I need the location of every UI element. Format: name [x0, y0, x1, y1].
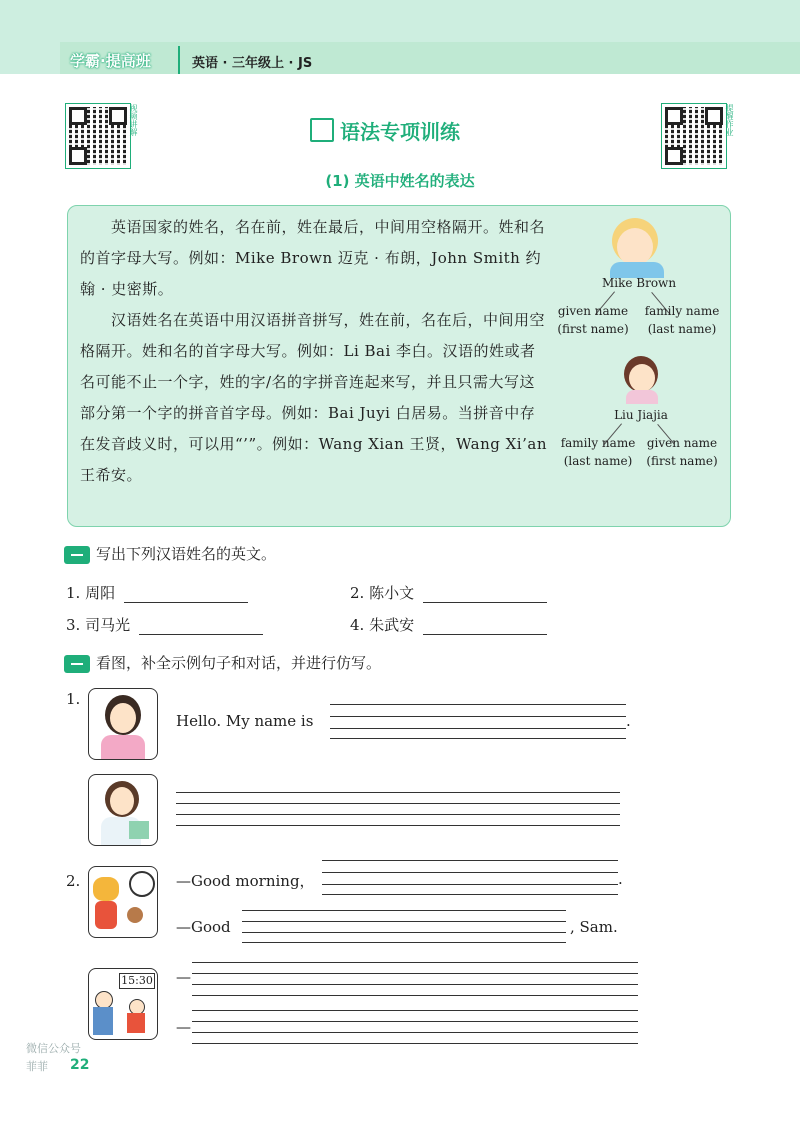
- clock-display: 15:30: [119, 973, 155, 989]
- writing-line[interactable]: [330, 716, 626, 717]
- item-label: 2. 陈小文: [350, 584, 415, 602]
- exercise1-item-2: [350, 582, 547, 603]
- writing-line[interactable]: [176, 814, 620, 815]
- item-label: 3. 司马光: [66, 616, 131, 634]
- question-2-number: 2.: [66, 872, 81, 890]
- exercise1-item-3: [66, 614, 263, 635]
- dialog-dash-2: —: [176, 1018, 191, 1036]
- qr-left-label: 视频讲解: [129, 104, 138, 136]
- q2-line1-period: .: [618, 870, 623, 888]
- section2-badge: [64, 655, 90, 673]
- writing-line[interactable]: [192, 995, 638, 996]
- section2-title: 看图，补全示例句子和对话，并进行仿写。: [96, 654, 382, 672]
- figure2-left-label: [556, 434, 640, 470]
- writing-line[interactable]: [322, 894, 618, 895]
- writing-line[interactable]: [330, 704, 626, 705]
- girl-picture: [88, 688, 158, 760]
- figure2-left-sub: (last name): [563, 454, 633, 468]
- q2-line2-text: —Good: [176, 918, 231, 936]
- writing-line[interactable]: [322, 884, 618, 885]
- item-label: 4. 朱武安: [350, 616, 415, 634]
- writing-line[interactable]: [242, 932, 566, 933]
- qr-code-left[interactable]: [66, 104, 130, 168]
- intro-paragraph-1: 英语国家的姓名，名在前，姓在最后，中间用空格隔开。姓和名的首字母大写。例如：Mike Brown 迈克 · 布朗，John Smith 约翰 · 史密斯。: [80, 218, 546, 298]
- figure1-right-label: [640, 302, 724, 338]
- section1-badge: [64, 546, 90, 564]
- intro-text: [80, 212, 550, 491]
- page-title: 语法专项训练: [340, 120, 460, 144]
- answer-blank[interactable]: [423, 620, 547, 635]
- writing-line[interactable]: [330, 738, 626, 739]
- figure1-left-label: [552, 302, 634, 338]
- answer-blank[interactable]: [124, 588, 248, 603]
- exercise1-item-4: [350, 614, 547, 635]
- question-1-number: 1.: [66, 690, 81, 708]
- section2-heading: [64, 652, 381, 673]
- section1-title: 写出下列汉语姓名的英文。: [96, 545, 277, 563]
- figure1-name: Mike Brown: [601, 276, 677, 290]
- writing-line[interactable]: [192, 1032, 638, 1033]
- q1-period: .: [626, 712, 631, 730]
- figure1-right: family name: [644, 304, 720, 318]
- writing-line[interactable]: [176, 803, 620, 804]
- search-book-icon: [310, 118, 334, 142]
- writing-line[interactable]: [176, 825, 620, 826]
- figure2-right-sub: (first name): [646, 454, 718, 468]
- cat-and-mouse-picture: [88, 866, 158, 938]
- watermark: 微信公众号 菲菲: [26, 1042, 81, 1073]
- q2-line2-end: , Sam.: [570, 918, 618, 936]
- q2-line1-text: —Good morning，: [176, 872, 315, 890]
- writing-line[interactable]: [192, 973, 638, 974]
- writing-line[interactable]: [242, 921, 566, 922]
- subject-label: 英语 · 三年级上 · JS: [192, 56, 313, 71]
- dialog-dash-1: —: [176, 968, 191, 986]
- writing-line[interactable]: [192, 1010, 638, 1011]
- writing-line[interactable]: [242, 942, 566, 943]
- figure1-left-sub: (first name): [557, 322, 629, 336]
- writing-line[interactable]: [192, 1021, 638, 1022]
- figure1-left: given name: [557, 304, 629, 318]
- section1-heading: [64, 543, 276, 564]
- writing-line[interactable]: [322, 872, 618, 873]
- figure2-name: Liu Jiajia: [614, 408, 668, 422]
- writing-line[interactable]: [242, 910, 566, 911]
- answer-blank[interactable]: [423, 588, 547, 603]
- item-label: 1. 周阳: [66, 584, 116, 602]
- writing-line[interactable]: [192, 962, 638, 963]
- qr-code-right[interactable]: [662, 104, 726, 168]
- exercise1-item-1: [66, 582, 248, 603]
- q1-sentence: Hello. My name is: [176, 712, 314, 730]
- figure2-left: family name: [560, 436, 636, 450]
- writing-line[interactable]: [192, 984, 638, 985]
- writing-line[interactable]: [330, 728, 626, 729]
- figure2-right: given name: [646, 436, 718, 450]
- writing-line[interactable]: [192, 1043, 638, 1044]
- qr-right-label: 提醒作业: [725, 104, 734, 136]
- writing-line[interactable]: [176, 792, 620, 793]
- man-and-boy-picture: [88, 968, 158, 1040]
- writing-line[interactable]: [322, 860, 618, 861]
- girl-with-book-picture: [88, 774, 158, 846]
- header-band: [60, 42, 800, 74]
- figure1-right-sub: (last name): [647, 322, 717, 336]
- figure2-right-label: [642, 434, 722, 470]
- page-number: 22: [70, 1057, 90, 1073]
- page-subtitle: (1) 英语中姓名的表达: [325, 172, 475, 190]
- answer-blank[interactable]: [139, 620, 263, 635]
- brand-label: 学霸·提高班: [70, 52, 151, 70]
- header-divider: [178, 46, 180, 74]
- intro-paragraph-2: 汉语姓名在英语中用汉语拼音拼写，姓在前，名在后，中间用空格隔开。姓和名的首字母大写。例如：Li Bai 李白。汉语的姓或者名可能不止一个字，姓的字/名的字拼音连起来写，并且只需大写这部分第一个字的拼音首字母。例如：Bai Juyi 白居易。当拼音中存在发音歧义时，可以用“’”。例如：Wang Xian 王贤，Wang Xi’an 王希安。: [80, 311, 547, 484]
